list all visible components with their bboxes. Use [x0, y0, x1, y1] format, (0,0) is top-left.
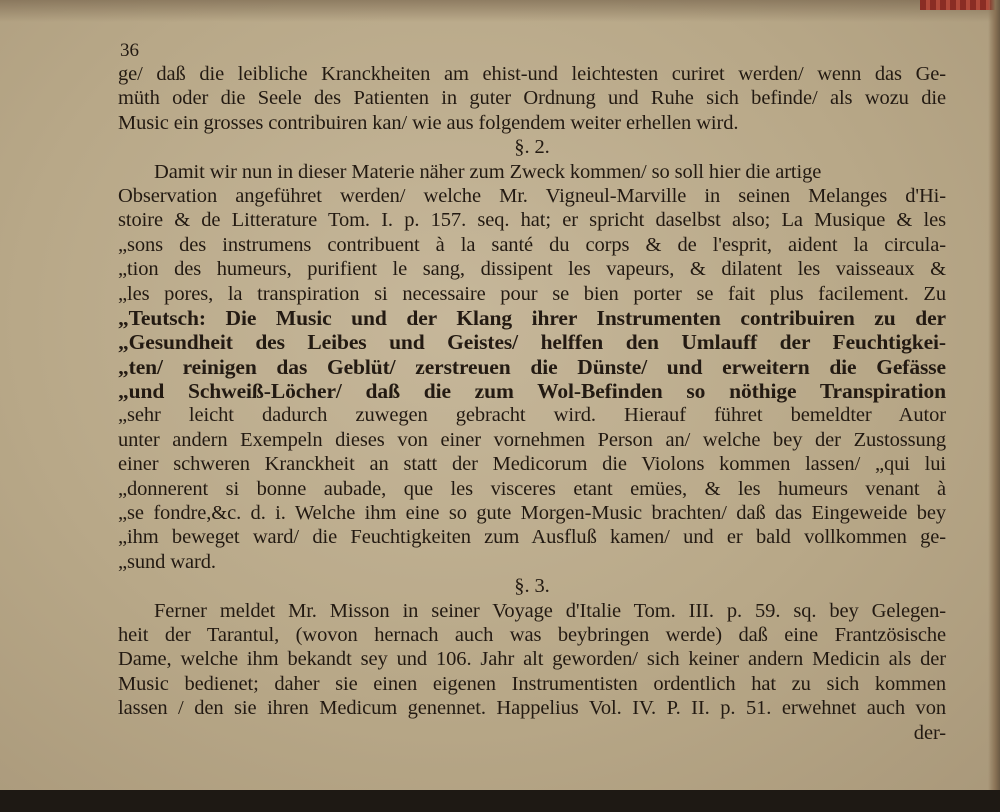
- text-line: Dame, welche ihm bekandt sey und 106. Jahr alt geworden/ sich keiner andern Medicin als der: [118, 648, 946, 671]
- text-line: „Teutsch: Die Music und der Klang ihrer Instrumenten contribuiren zu der: [118, 305, 946, 330]
- text-line: lassen / den sie ihren Medicum genennet. Happelius Vol. IV. P. II. p. 51. erwehnet auch von: [118, 697, 946, 720]
- text-line: Observation angeführet werden/ welche Mr. Vigneul-Marville in seinen Melanges d'Hi-: [118, 184, 946, 207]
- text-line: Damit wir nun in dieser Materie näher zum Zweck kommen/ so soll hier die artige: [154, 160, 822, 183]
- text-line: stoire & de Litterature Tom. I. p. 157. seq. hat; er spricht daselbst also; La Musique & les: [118, 209, 946, 232]
- text-line: „sons des instrumens contribuent à la santé du corps & de l'esprit, aident la circula-: [118, 233, 946, 256]
- text-line: „se fondre,&c. d. i. Welche ihm eine so gute Morgen-Music brachten/ daß das Eingeweide bey: [118, 502, 946, 525]
- text-line: einer schweren Kranckheit an statt der Medicorum die Violons kommen lassen/ „qui lui: [118, 453, 946, 476]
- page-number: 36: [120, 40, 139, 61]
- text-line: „donnerent si bonne aubade, que les visceres etant emües, & les humeurs venant à: [118, 477, 946, 500]
- text-line: „tion des humeurs, purifient le sang, dissipent les vapeurs, & dilatent les vaisseaux &: [118, 258, 946, 281]
- text-line: §. 2.: [514, 136, 550, 159]
- text-line: Music ein grosses contribuiren kan/ wie aus folgendem weiter erhellen wird.: [118, 111, 739, 134]
- text-line: §. 3.: [514, 575, 550, 598]
- page-right-edge: [988, 0, 1000, 800]
- text-line: unter andern Exempeln dieses von einer vornehmen Person an/ welche bey der Zustossung: [118, 428, 946, 451]
- text-line: Music bedienet; daher sie einen eigenen Instrumentisten ordentlich hat zu sich kommen: [118, 672, 946, 695]
- text-line: der-: [913, 721, 946, 744]
- text-line: „ihm beweget ward/ die Feuchtigkeiten zum Ausfluß kamen/ und er bald vollkommen ge-: [118, 526, 946, 549]
- text-line: „und Schweiß-Löcher/ daß die zum Wol-Befinden so nöthige Transpiration: [118, 379, 946, 404]
- text-line: Ferner meldet Mr. Misson in seiner Voyage d'Italie Tom. III. p. 59. sq. bey Gelegen-: [154, 599, 946, 622]
- bottom-shadow: [0, 790, 1000, 812]
- text-line: „sehr leicht dadurch zuwegen gebracht wird. Hierauf führet bemeldter Autor: [118, 404, 946, 427]
- text-line: „Gesundheit des Leibes und Geistes/ helffen den Umlauff der Feuchtigkei-: [118, 330, 946, 355]
- text-line: „ten/ reinigen das Geblüt/ zerstreuen die Dünste/ und erweitern die Gefässe: [118, 354, 946, 379]
- text-line: ge/ daß die leibliche Kranckheiten am ehist-und leichtesten curiret werden/ wenn das Ge-: [118, 63, 946, 85]
- text-line: „les pores, la transpiration si necessaire pour se bien porter se fait plus facilement. Zu: [118, 282, 946, 305]
- text-line: heit der Tarantul, (wovon hernach auch was beybringen werde) daß eine Frantzösische: [118, 623, 946, 646]
- page-body-text: [118, 62, 946, 745]
- page-top-shadow: [0, 0, 1000, 22]
- text-line: „sund ward.: [118, 550, 216, 573]
- text-line: müth oder die Seele des Patienten in guter Ordnung und Ruhe sich befinde/ als wozu die: [118, 87, 946, 110]
